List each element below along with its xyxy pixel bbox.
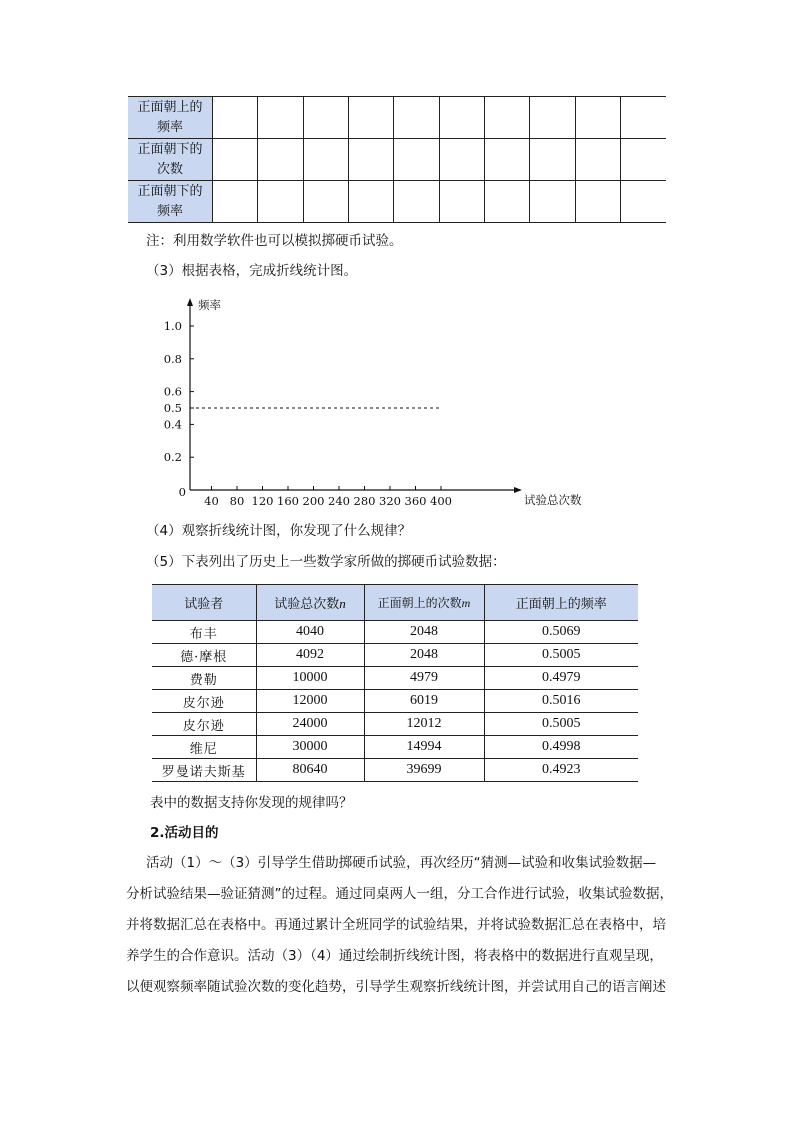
empty-cell xyxy=(394,97,439,139)
heads-count-cell: 6019 xyxy=(364,690,484,713)
empty-cell xyxy=(485,97,530,139)
empty-cell xyxy=(213,181,258,223)
x-tick-label: 320 xyxy=(379,494,401,508)
header-experimenter: 试验者 xyxy=(152,585,256,621)
purpose-line: 活动（1）～（3）引导学生借助掷硬币试验，再次经历“猜测—试验和收集试验数据— xyxy=(146,855,657,871)
empty-cell xyxy=(349,181,394,223)
empty-cell xyxy=(621,97,666,139)
table-row xyxy=(152,713,638,736)
blank-table-row xyxy=(128,139,666,181)
empty-cell xyxy=(575,181,620,223)
step-3-text: （3）根据表格，完成折线统计图。 xyxy=(146,263,358,279)
row-header-line2: 频率 xyxy=(156,203,183,219)
y-tick-label: 0.2 xyxy=(163,450,182,465)
y-tick-label: 1.0 xyxy=(163,319,182,333)
header-total-trials: 试验总次数n xyxy=(256,585,364,621)
empty-cell xyxy=(485,181,530,223)
total-trials-cell: 30000 xyxy=(256,736,364,759)
x-tick-label: 80 xyxy=(229,494,245,508)
total-trials-cell: 80640 xyxy=(256,759,364,782)
purpose-line: 分析试验结果—验证猜测”的过程。通过同桌两人一组，分工合作进行试验，收集试验数据， xyxy=(126,886,673,902)
purpose-line: 养学生的合作意识。活动（3）（4）通过绘制折线统计图，将表格中的数据进行直观呈现， xyxy=(126,948,663,964)
empty-cell xyxy=(303,97,348,139)
heads-frequency-cell: 0.5005 xyxy=(484,713,638,736)
y-tick-label: 0.5 xyxy=(163,401,182,415)
empty-cell xyxy=(213,139,258,181)
empty-cell xyxy=(303,181,348,223)
section-title: 2.活动目的 xyxy=(150,825,219,841)
heads-frequency-cell: 0.5005 xyxy=(484,644,638,667)
purpose-line: 以便观察频率随试验次数的变化趋势，引导学生观察折线统计图，并尝试用自己的语言阐述 xyxy=(126,979,666,995)
x-axis-label: 试验总次数 xyxy=(524,493,582,507)
x-tick-label: 160 xyxy=(277,494,299,508)
heads-count-cell: 14994 xyxy=(364,736,484,759)
empty-cell xyxy=(258,181,303,223)
total-trials-cell: 24000 xyxy=(256,713,364,736)
heads-frequency-cell: 0.5016 xyxy=(484,690,638,713)
empty-cell xyxy=(621,181,666,223)
x-tick-label: 240 xyxy=(328,494,350,508)
row-header xyxy=(128,181,213,223)
x-tick-label: 360 xyxy=(404,494,427,508)
empty-cell xyxy=(394,139,439,181)
experimenter-cell: 布丰 xyxy=(152,621,256,644)
table-row xyxy=(152,736,638,759)
step-4-text: （4）观察折线统计图，你发现了什么规律？ xyxy=(146,523,412,539)
experimenter-cell: 维尼 xyxy=(152,736,256,759)
row-header xyxy=(128,139,213,181)
table-row xyxy=(152,759,638,782)
historical-coin-toss-table xyxy=(152,584,638,782)
heads-count-cell: 12012 xyxy=(364,713,484,736)
empty-cell xyxy=(575,97,620,139)
empty-cell xyxy=(530,139,575,181)
table-row xyxy=(152,621,638,644)
empty-cell xyxy=(213,97,258,139)
table-row xyxy=(152,690,638,713)
total-trials-cell: 4040 xyxy=(256,621,364,644)
empty-cell xyxy=(530,181,575,223)
empty-cell xyxy=(303,139,348,181)
empty-cell xyxy=(439,181,484,223)
empty-cell xyxy=(439,97,484,139)
x-tick-label: 120 xyxy=(251,494,274,508)
note-text: 注：利用数学软件也可以模拟掷硬币试验。 xyxy=(146,233,403,249)
empty-cell xyxy=(394,181,439,223)
total-trials-cell: 10000 xyxy=(256,667,364,690)
x-tick-label: 40 xyxy=(204,494,219,508)
empty-cell xyxy=(349,97,394,139)
row-header-line2: 次数 xyxy=(156,161,183,177)
y-tick-label: 0.8 xyxy=(163,351,182,366)
purpose-line: 并将数据汇总在表格中。再通过累计全班同学的试验结果，并将试验数据汇总在表格中，培 xyxy=(126,917,666,933)
empty-cell xyxy=(621,139,666,181)
blank-table-row xyxy=(128,181,666,223)
x-tick-label: 200 xyxy=(302,494,325,508)
header-heads-count: 正面朝上的次数m xyxy=(364,585,484,621)
row-header-line2: 频率 xyxy=(156,119,183,135)
empty-cell xyxy=(349,139,394,181)
empty-cell xyxy=(258,139,303,181)
y-tick-label: 0.6 xyxy=(163,384,182,399)
experimenter-cell: 德·摩根 xyxy=(152,644,256,667)
empty-cell xyxy=(530,97,575,139)
experimenter-cell: 皮尔逊 xyxy=(152,690,256,713)
heads-count-cell: 39699 xyxy=(364,759,484,782)
blank-table-row xyxy=(128,97,666,139)
purpose-paragraph xyxy=(126,848,676,1003)
heads-count-cell: 4979 xyxy=(364,667,484,690)
total-trials-cell: 4092 xyxy=(256,644,364,667)
frequency-line-chart xyxy=(150,290,600,510)
row-header-line1: 正面朝下的 xyxy=(137,183,203,199)
blank-record-table xyxy=(128,96,666,223)
total-trials-cell: 12000 xyxy=(256,690,364,713)
row-header xyxy=(128,97,213,139)
empty-cell xyxy=(575,139,620,181)
table-row xyxy=(152,644,638,667)
x-tick-label: 280 xyxy=(353,494,376,508)
heads-frequency-cell: 0.4923 xyxy=(484,759,638,782)
heads-count-cell: 2048 xyxy=(364,644,484,667)
heads-count-cell: 2048 xyxy=(364,621,484,644)
step-5-text: （5）下表列出了历史上一些数学家所做的掷硬币试验数据： xyxy=(146,554,506,570)
empty-cell xyxy=(485,139,530,181)
question-text: 表中的数据支持你发现的规律吗？ xyxy=(150,795,353,811)
y-tick-label: 0.4 xyxy=(163,417,182,432)
empty-cell xyxy=(439,139,484,181)
heads-frequency-cell: 0.4979 xyxy=(484,667,638,690)
heads-frequency-cell: 0.4998 xyxy=(484,736,638,759)
header-heads-frequency: 正面朝上的频率 xyxy=(484,585,638,621)
experimenter-cell: 罗曼诺夫斯基 xyxy=(152,759,256,782)
row-header-line1: 正面朝上的 xyxy=(137,99,203,115)
experimenter-cell: 皮尔逊 xyxy=(152,713,256,736)
table-row xyxy=(152,667,638,690)
experimenter-cell: 费勒 xyxy=(152,667,256,690)
x-axis-arrow xyxy=(514,487,522,493)
y-axis-label: 频率 xyxy=(198,298,221,312)
x-tick-label: 400 xyxy=(430,494,452,508)
origin-label: 0 xyxy=(178,485,186,499)
heads-frequency-cell: 0.5069 xyxy=(484,621,638,644)
empty-cell xyxy=(258,97,303,139)
y-axis-arrow xyxy=(187,298,193,306)
row-header-line1: 正面朝下的 xyxy=(137,141,203,157)
